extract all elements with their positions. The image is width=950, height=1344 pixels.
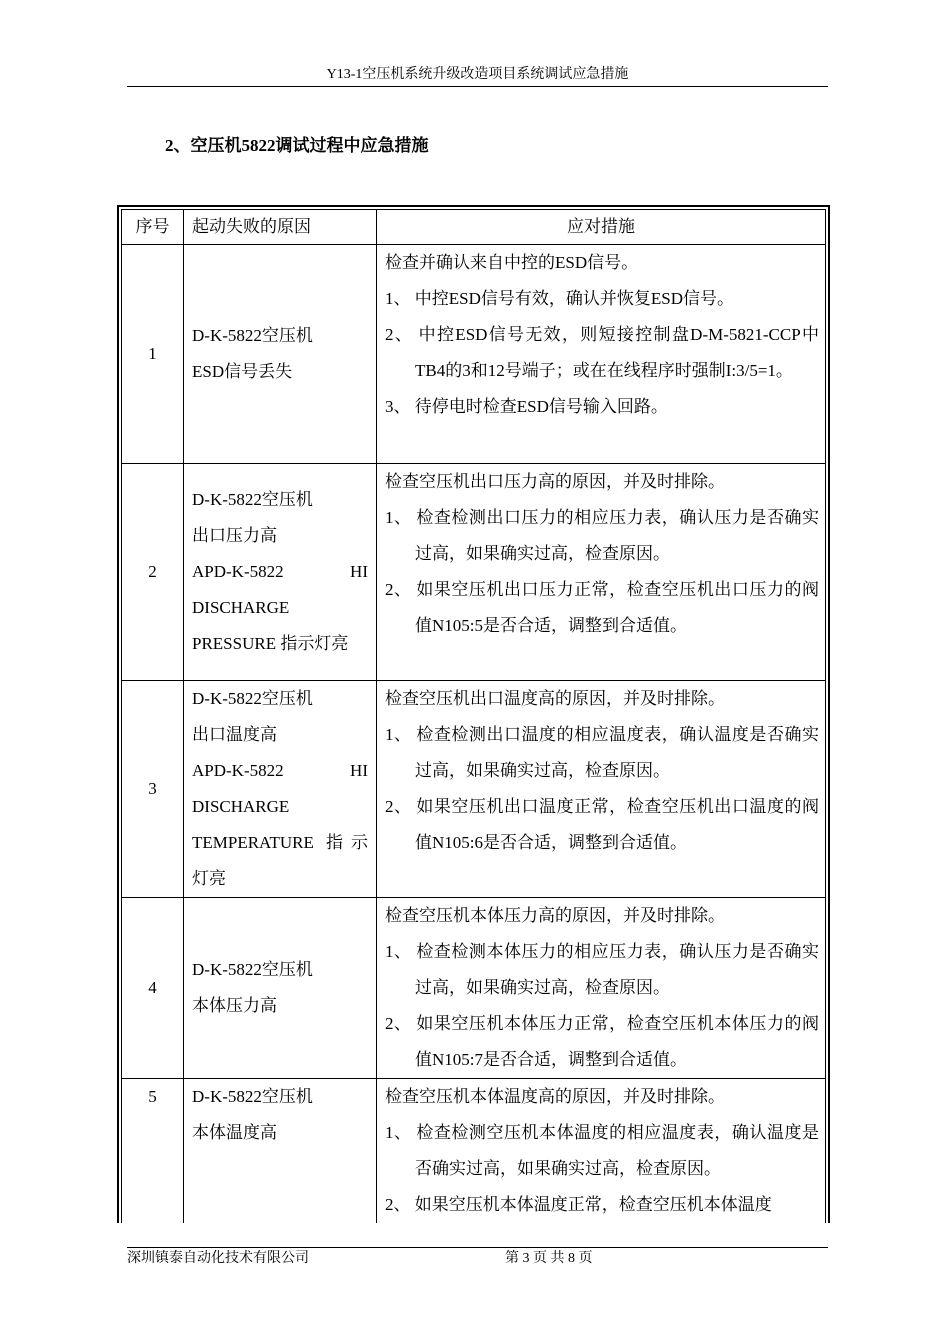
section-title: 2、空压机5822调试过程中应急措施 [165,136,429,155]
countermeasure [377,464,826,681]
row-number: 3 [122,681,184,898]
table-row [122,681,826,898]
cause-line: DISCHARGE [192,797,290,816]
failure-cause [184,464,377,681]
cause-line: 本体温度高 [192,1123,277,1142]
emergency-measures-table [117,205,830,1223]
failure-cause [184,681,377,898]
table-row [122,898,826,1079]
measure-lead: 检查空压机出口温度高的原因，并及时排除。 [385,689,725,708]
footer-page-number: 第 3 页 共 8 页 [505,1251,593,1266]
table-row [122,245,826,464]
header-no: 序号 [122,210,184,245]
cause-line: APD-K-5822 HI [192,562,368,581]
table-row [122,1079,826,1224]
measure-step: 2、 中控ESD信号无效，则短接控制盘D-M-5821-CCP中TB4的3和12号端子；或在在线程序时强制I:3/5=1。 [385,325,819,380]
cause-line: 本体压力高 [192,996,277,1015]
cause-line: TEMPERATURE 指示灯亮 [192,833,368,888]
measure-lead: 检查空压机本体压力高的原因，并及时排除。 [385,906,725,925]
countermeasure [377,898,826,1079]
cause-line: D-K-5822空压机 [192,960,313,979]
table-header-row [122,210,826,245]
cause-line: D-K-5822空压机 [192,326,313,345]
countermeasure [377,681,826,898]
row-number: 2 [122,464,184,681]
cause-line: 出口温度高 [192,725,277,744]
countermeasure [377,245,826,464]
cause-line: D-K-5822空压机 [192,689,313,708]
measure-step: 2、 如果空压机出口压力正常，检查空压机出口压力的阀值N105:5是否合适，调整到合适值。 [385,580,819,635]
measure-step: 2、 如果空压机本体压力正常，检查空压机本体压力的阀值N105:7是否合适，调整到合适值。 [385,1014,819,1069]
measure-step: 1、 检查检测出口压力的相应压力表，确认压力是否确实过高，如果确实过高，检查原因。 [385,508,819,563]
failure-cause [184,245,377,464]
measure-lead: 检查空压机本体温度高的原因，并及时排除。 [385,1087,725,1106]
measure-lead: 检查并确认来自中控的ESD信号。 [385,253,639,272]
footer-company: 深圳镇泰自动化技术有限公司 [127,1251,309,1266]
cause-line: DISCHARGE [192,598,290,617]
row-number: 1 [122,245,184,464]
measure-step: 1、 检查检测空压机本体温度的相应温度表，确认温度是否确实过高，如果确实过高，检查原因。 [385,1123,819,1178]
measure-step: 2、 如果空压机本体温度正常，检查空压机本体温度 [385,1195,772,1214]
header-measure: 应对措施 [377,210,826,245]
header-cause: 起动失败的原因 [184,210,377,245]
failure-cause [184,1079,377,1224]
cause-line: APD-K-5822 HI [192,761,368,780]
page-header [127,64,828,87]
row-number: 4 [122,898,184,1079]
failure-cause [184,898,377,1079]
cause-line: ESD信号丢失 [192,362,293,381]
page-footer [127,1247,828,1270]
cause-line: 出口压力高 [192,526,277,545]
header-title: Y13-1空压机系统升级改造项目系统调试应急措施 [326,67,629,82]
measure-step: 1、 中控ESD信号有效，确认并恢复ESD信号。 [385,289,734,308]
cause-line: D-K-5822空压机 [192,1087,313,1106]
table-row [122,464,826,681]
measure-step: 1、 检查检测本体压力的相应压力表，确认压力是否确实过高，如果确实过高，检查原因。 [385,942,819,997]
row-number: 5 [122,1079,184,1224]
cause-line: D-K-5822空压机 [192,490,313,509]
measure-step: 2、 如果空压机出口温度正常，检查空压机出口温度的阀值N105:6是否合适，调整到合适值。 [385,797,819,852]
measure-step: 1、 检查检测出口温度的相应温度表，确认温度是否确实过高，如果确实过高，检查原因。 [385,725,819,780]
measure-lead: 检查空压机出口压力高的原因，并及时排除。 [385,472,725,491]
cause-line: PRESSURE 指示灯亮 [192,634,349,653]
measure-step: 3、 待停电时检查ESD信号输入回路。 [385,397,668,416]
countermeasure [377,1079,826,1224]
